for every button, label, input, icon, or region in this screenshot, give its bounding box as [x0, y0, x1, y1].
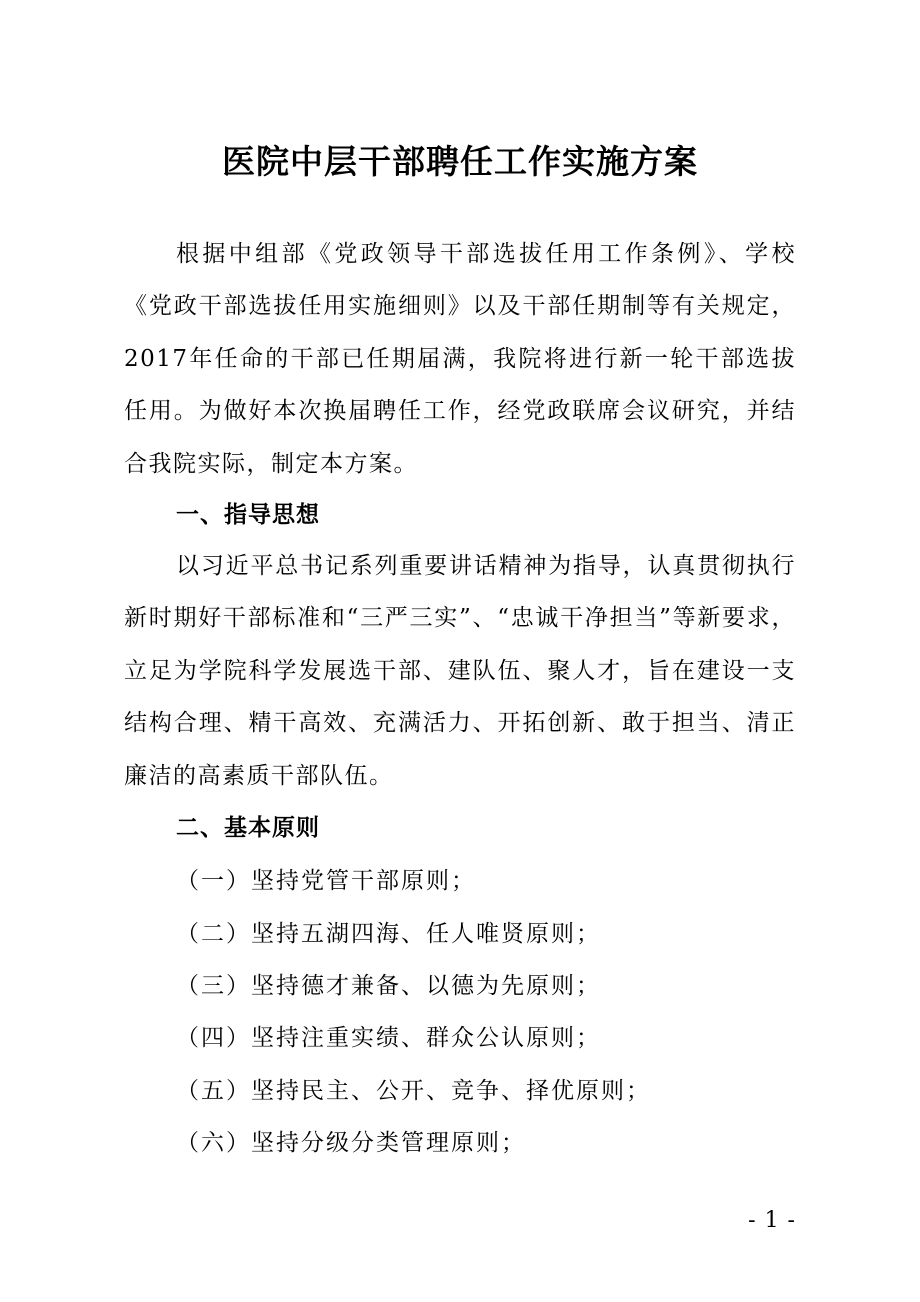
page-number: - 1 - [748, 1208, 796, 1233]
principle-item: （四）坚持注重实绩、群众公认原则； [176, 1025, 601, 1051]
principle-item: （二）坚持五湖四海、任人唯贤原则； [176, 921, 601, 947]
intro-paragraph: 根据中组部《党政领导干部选拔任用工作条例》、学校《党政干部选拔任用实施细则》以及干部任期制等有关规定，2017年任命的干部已任期届满，我院将进行新一轮干部选拔任用。为做好本次换届聘任工作，经党政联席会议研究，并结合我院实际，制定本方案。 [124, 241, 796, 477]
section-heading-basic-principles: 二、基本原则 [176, 815, 320, 841]
principle-item: （三）坚持德才兼备、以德为先原则； [176, 973, 601, 999]
principle-item: （五）坚持民主、公开、竞争、择优原则； [176, 1078, 651, 1104]
principle-item: （六）坚持分级分类管理原则； [176, 1130, 526, 1156]
document-title: 医院中层干部聘任工作实施方案 [222, 142, 698, 181]
guiding-ideology-paragraph: 以习近平总书记系列重要讲话精神为指导，认真贯彻执行新时期好干部标准和“三严三实”、“忠诚干净担当”等新要求，立足为学院科学发展选干部、建队伍、聚人才，旨在建设一支结构合理、精干高效、充满活力、开拓创新、敢于担当、清正廉洁的高素质干部队伍。 [124, 553, 796, 789]
section-heading-guiding-ideology: 一、指导思想 [176, 502, 320, 528]
principle-item: （一）坚持党管干部原则； [176, 868, 476, 894]
